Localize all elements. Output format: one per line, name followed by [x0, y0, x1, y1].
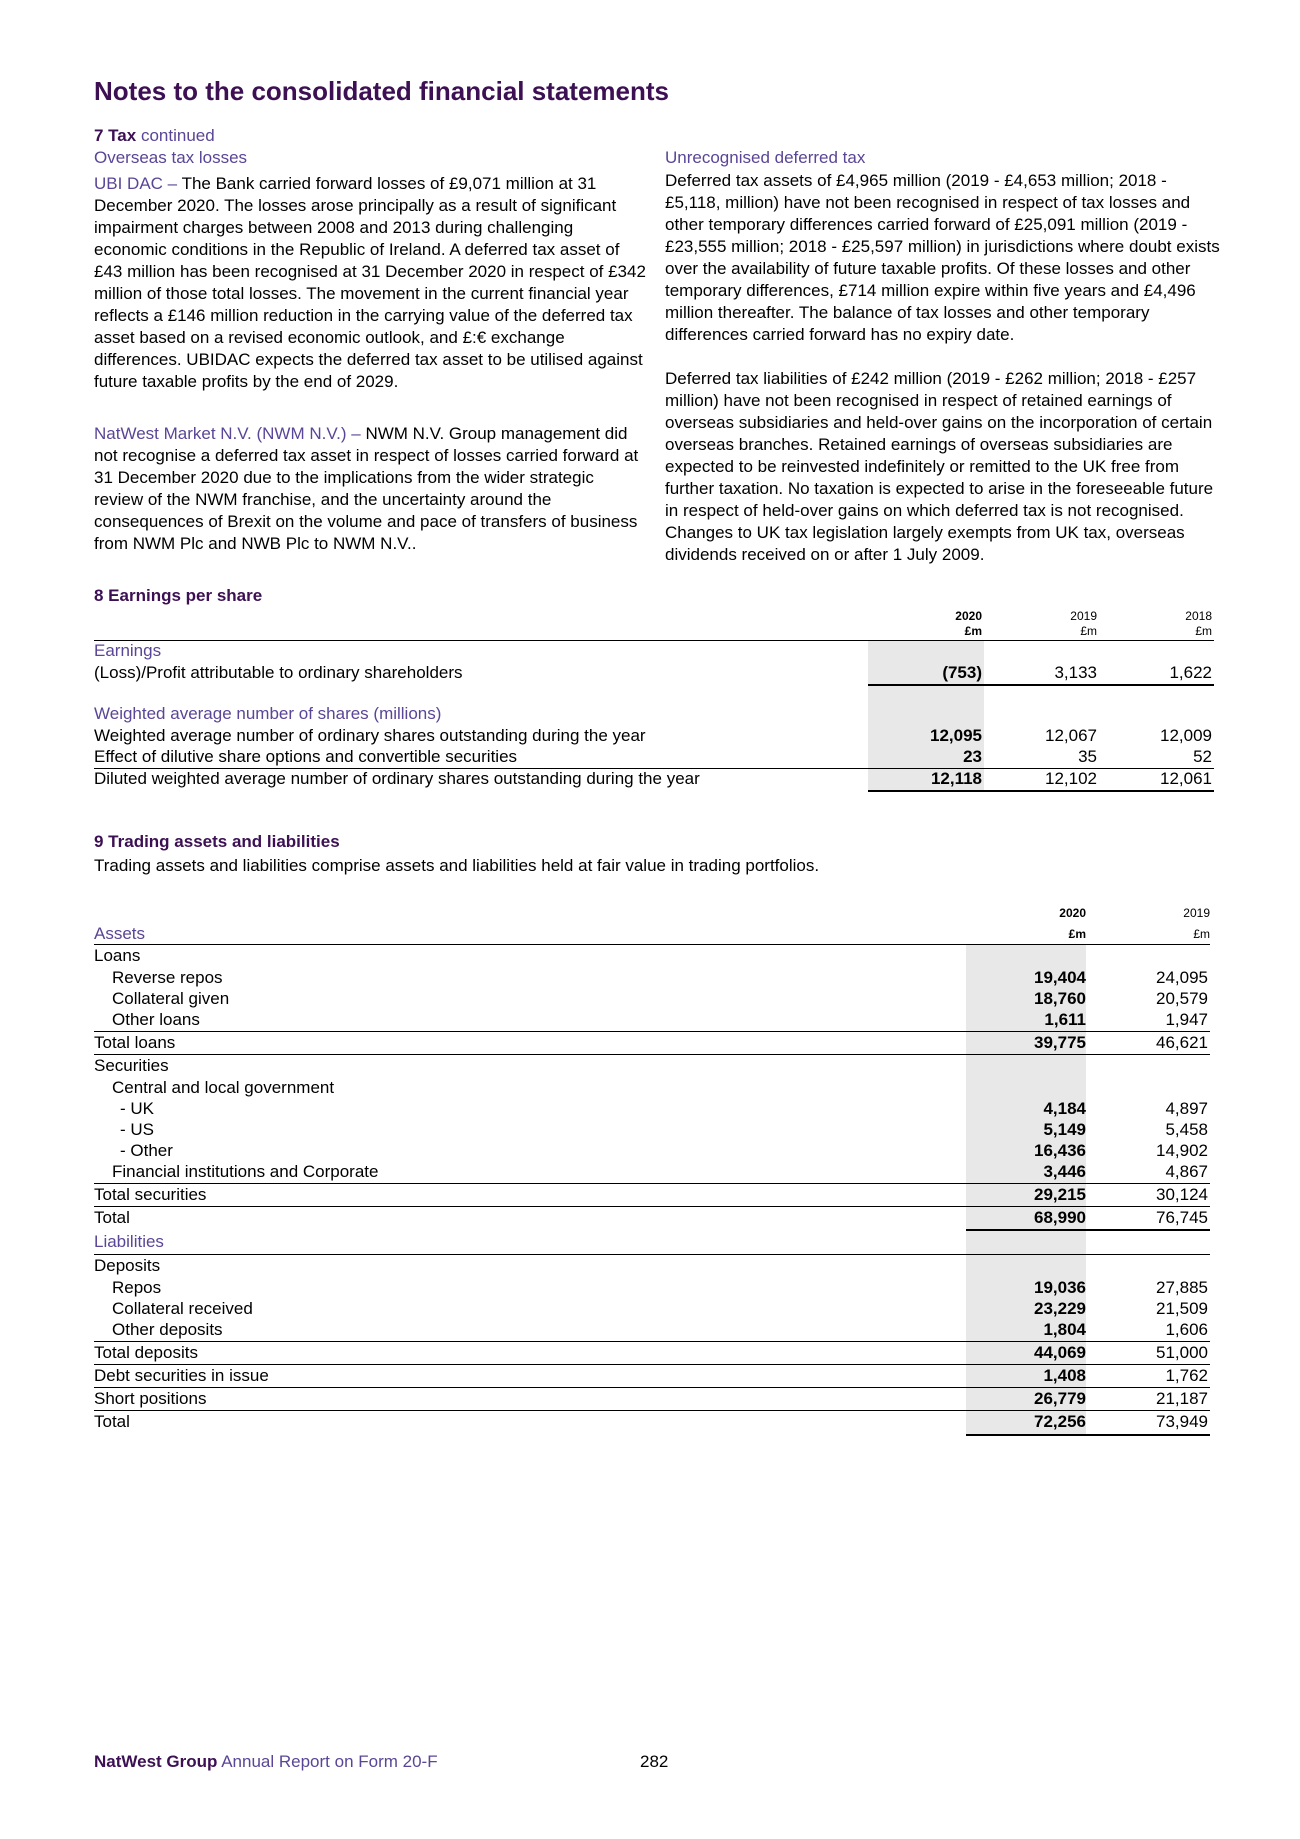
unrecognised-paragraph-1: Deferred tax assets of £4,965 million (2019 - £4,653 million; 2018 - £5,118, million) have not been recognised in respect of tax losses and other temporary differences carried forward of £25,091 million (2019 - £23,555 million; 2018 - £25,597 million) in jurisdictions where doubt exists over the availability of future taxable profits. Of these losses and other temporary differences, £714 million expire within five years and £4,496 million thereafter. The balance of tax losses and other temporary differences carried forward has no expiry date.: [665, 171, 1220, 344]
uk-label: - UK: [120, 1099, 154, 1118]
us-2019: 5,458: [1165, 1120, 1208, 1139]
reverse-repos-2019: 24,095: [1156, 968, 1208, 987]
liabilities-label: Liabilities: [94, 1232, 164, 1251]
collateral-given-2020: 18,760: [1034, 989, 1086, 1008]
collateral-received-2020: 23,229: [1034, 1299, 1086, 1318]
us-label: - US: [120, 1120, 154, 1139]
assets-label: Assets: [94, 924, 146, 943]
us-2020: 5,149: [1043, 1120, 1086, 1139]
total-assets-rule: [966, 1229, 1210, 1231]
debt-securities-2019: 1,762: [1165, 1366, 1208, 1385]
eps-year-2019: 2019: [1070, 609, 1097, 623]
total-securities-2019: 30,124: [1156, 1185, 1208, 1204]
total-loans-label: Total loans: [94, 1033, 176, 1052]
other-loans-2019: 1,947: [1165, 1010, 1208, 1029]
total-loans-rule: [94, 1054, 1210, 1055]
trading-unit-2019: £m: [1193, 927, 1210, 941]
other-loans-label: Other loans: [112, 1010, 200, 1029]
total-liabilities-label: Total: [94, 1412, 130, 1431]
uk-2019: 4,897: [1165, 1099, 1208, 1118]
eps-weighted-label: Weighted average number of shares (millions): [94, 704, 442, 723]
other-deposits-2019: 1,606: [1165, 1320, 1208, 1339]
deposits-label: Deposits: [94, 1256, 161, 1275]
footer-report: Annual Report on Form 20-F: [221, 1752, 438, 1771]
eps-unit-2018: £m: [1195, 624, 1212, 638]
eps-profit-2020: (753): [942, 663, 982, 682]
trading-heading: 9 Trading assets and liabilities: [94, 832, 340, 851]
eps-unit-2020: £m: [964, 624, 982, 638]
uk-2020: 4,184: [1043, 1099, 1086, 1118]
other-2020: 16,436: [1034, 1141, 1086, 1160]
central-local-label: Central and local government: [112, 1078, 335, 1097]
eps-row-2020: 23: [963, 747, 982, 766]
total-liabilities-2019: 73,949: [1156, 1412, 1208, 1431]
trading-year-2020: 2020: [1059, 906, 1086, 920]
total-loans-2020: 39,775: [1034, 1033, 1086, 1052]
trading-unit-2020: £m: [1068, 927, 1086, 941]
eps-row-label: Diluted weighted average number of ordinary shares outstanding during the year: [94, 769, 700, 788]
total-deposits-2020: 44,069: [1034, 1343, 1086, 1362]
eps-unit-2019: £m: [1080, 624, 1097, 638]
fin-corp-label: Financial institutions and Corporate: [112, 1162, 379, 1181]
collateral-received-2019: 21,509: [1156, 1299, 1208, 1318]
eps-profit-2018: 1,622: [1169, 663, 1212, 682]
debt-securities-2020: 1,408: [1043, 1366, 1086, 1385]
repos-2020: 19,036: [1034, 1278, 1086, 1297]
trading-year-2019: 2019: [1183, 906, 1210, 920]
eps-year-2020: 2020: [955, 609, 982, 623]
eps-bottom-rule: [868, 790, 1214, 792]
total-liabilities-2020: 72,256: [1034, 1412, 1086, 1431]
tax-heading: [94, 125, 646, 147]
ubi-dac-paragraph: [94, 173, 646, 393]
footer: [94, 1752, 438, 1772]
collateral-received-label: Collateral received: [112, 1299, 253, 1318]
eps-row-2018: 12,009: [1160, 726, 1212, 745]
nwm-paragraph: [94, 423, 646, 555]
trading-intro: Trading assets and liabilities comprise assets and liabilities held at fair value in trading portfolios.: [94, 856, 820, 875]
fin-corp-2020: 3,446: [1043, 1162, 1086, 1181]
eps-row-2018: 52: [1193, 747, 1212, 766]
fin-corp-2019: 4,867: [1165, 1162, 1208, 1181]
eps-profit-rule: [868, 684, 1214, 686]
collateral-given-label: Collateral given: [112, 989, 230, 1008]
tax-heading-number: 7 Tax: [94, 126, 137, 145]
liabilities-rule: [94, 1254, 1210, 1255]
debt-securities-label: Debt securities in issue: [94, 1366, 269, 1385]
footer-brand: NatWest Group: [94, 1752, 218, 1771]
unrecognised-deferred-tax-heading: Unrecognised deferred tax: [665, 148, 866, 167]
short-positions-2020: 26,779: [1034, 1389, 1086, 1408]
ubi-dac-text: The Bank carried forward losses of £9,071 million at 31 December 2020. The losses arose principally as a result of significant impairment charges between 2008 and 2013 during challenging economic conditions in the Republic of Ireland. A deferred tax asset of £43 million has been recognised at 31 December 2020 in respect of £342 million of those total losses. The movement in the current financial year reflects a £146 million reduction in the carrying value of the deferred tax asset based on a revised economic outlook, and £:€ exchange differences. UBIDAC expects the deferred tax asset to be utilised against future taxable profits by the end of 2029.: [94, 174, 646, 391]
unrecognised-paragraph-2: Deferred tax liabilities of £242 million (2019 - £262 million; 2018 - £257 million) have not been recognised in respect of retained earnings of overseas subsidiaries and held-over gains on the incorporation of certain overseas branches. Retained earnings of overseas subsidiaries are expected to be reinvested indefinitely or remitted to the UK free from further taxation. No taxation is expected to arise in the foreseeable future in respect of held-over gains on which deferred tax is not recognised. Changes to UK tax legislation largely exempts from UK tax, overseas dividends received on or after 1 July 2009.: [665, 369, 1214, 564]
eps-row-label: Weighted average number of ordinary shares outstanding during the year: [94, 726, 646, 745]
eps-earnings-label: Earnings: [94, 641, 162, 660]
eps-header-rule: [94, 640, 1214, 641]
ubi-dac-label: UBI DAC –: [94, 174, 178, 193]
eps-row-label: Effect of dilutive share options and convertible securities: [94, 747, 518, 766]
total-assets-label: Total: [94, 1208, 130, 1227]
short-positions-2019: 21,187: [1156, 1389, 1208, 1408]
reverse-repos-2020: 19,404: [1034, 968, 1086, 987]
eps-row-2019: 35: [1078, 747, 1097, 766]
short-positions-label: Short positions: [94, 1389, 207, 1408]
nwm-label: NatWest Market N.V. (NWM N.V.) –: [94, 424, 361, 443]
loans-label: Loans: [94, 946, 141, 965]
page-title: Notes to the consolidated financial statements: [94, 76, 669, 106]
nwm-text: NWM N.V. Group management did not recognise a deferred tax asset in respect of losses carried forward at 31 December 2020 due to the implications from the wider strategic review of the NWM franchise, and the uncertainty around the consequences of Brexit on the volume and pace of transfers of business from NWM Plc and NWB Plc to NWM N.V..: [94, 424, 639, 553]
page-number: 282: [640, 1752, 669, 1771]
eps-row-2020: 12,118: [930, 769, 982, 788]
eps-profit-label: (Loss)/Profit attributable to ordinary shareholders: [94, 663, 463, 682]
repos-2019: 27,885: [1156, 1278, 1208, 1297]
total-deposits-2019: 51,000: [1156, 1343, 1208, 1362]
total-deposits-label: Total deposits: [94, 1343, 198, 1362]
eps-row-2019: 12,102: [1045, 769, 1097, 788]
securities-label: Securities: [94, 1056, 169, 1075]
eps-row-2020: 12,095: [930, 726, 982, 745]
total-assets-2020: 68,990: [1034, 1208, 1086, 1227]
repos-label: Repos: [112, 1278, 162, 1297]
other-deposits-label: Other deposits: [112, 1320, 223, 1339]
other-2019: 14,902: [1156, 1141, 1208, 1160]
total-loans-2019: 46,621: [1156, 1033, 1208, 1052]
eps-heading: 8 Earnings per share: [94, 586, 263, 605]
tax-heading-continued: continued: [140, 126, 215, 145]
tax-left-column: [94, 125, 646, 555]
eps-year-2018: 2018: [1185, 609, 1212, 623]
eps-row-2019: 12,067: [1045, 726, 1097, 745]
other-loans-2020: 1,611: [1044, 1010, 1086, 1029]
other-label: - Other: [120, 1141, 173, 1160]
overseas-tax-losses-heading: Overseas tax losses: [94, 148, 248, 167]
reverse-repos-label: Reverse repos: [112, 968, 223, 987]
collateral-given-2019: 20,579: [1156, 989, 1208, 1008]
tax-right-column: [665, 147, 1220, 566]
other-deposits-2020: 1,804: [1043, 1320, 1086, 1339]
assets-rule: [94, 944, 1210, 945]
total-assets-2019: 76,745: [1156, 1208, 1208, 1227]
eps-profit-2019: 3,133: [1054, 663, 1097, 682]
total-liabilities-rule: [966, 1434, 1210, 1436]
total-securities-2020: 29,215: [1034, 1185, 1086, 1204]
total-securities-label: Total securities: [94, 1185, 207, 1204]
eps-row-2018: 12,061: [1160, 769, 1212, 788]
